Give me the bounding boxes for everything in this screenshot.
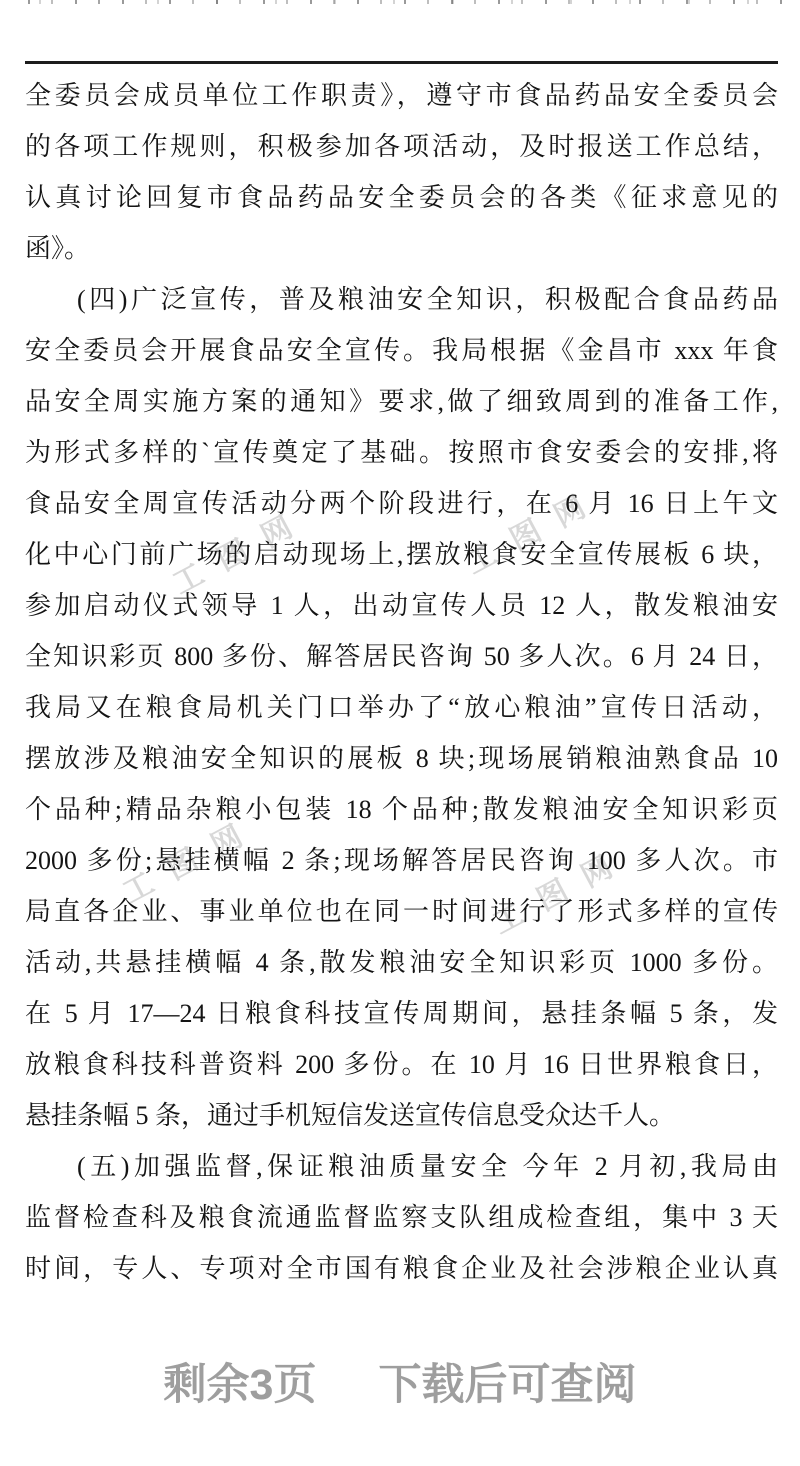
text-line: 安全委员会开展食品安全宣传。我局根据《金昌市 xxx 年食: [25, 336, 778, 365]
clipped-previous-line: [28, 0, 792, 4]
watermark-text: 工图网: [487, 841, 636, 941]
watermark-text: 工图网: [460, 481, 609, 581]
text-line: 全委员会成员单位工作职责》，遵守市食品药品安全委员会: [25, 81, 778, 110]
watermark-text: 工图网: [167, 501, 316, 601]
text-line: 2000 多份;悬挂横幅 2 条;现场解答居民咨询 100 多人次。市: [25, 846, 778, 875]
document-body: [25, 70, 778, 1294]
text-line: 时间，专人、专项对全市国有粮食企业及社会涉粮企业认真: [25, 1254, 778, 1283]
text-line: 函》。: [25, 234, 91, 263]
text-line: 的各项工作规则，积极参加各项活动，及时报送工作总结，: [25, 132, 778, 161]
watermark-text: 工图网: [117, 810, 266, 910]
text-line: 悬挂条幅 5 条，通过手机短信发送宣传信息受众达千人。: [25, 1101, 676, 1130]
text-line: 化中心门前广场的启动现场上,摆放粮食安全宣传展板 6 块，: [25, 540, 778, 569]
text-line: 监督检查科及粮食流通监督监察支队组成检查组，集中 3 天: [25, 1203, 778, 1232]
pages-remaining-banner[interactable]: [0, 1360, 800, 1410]
text-line: (四)广泛宣传，普及粮油安全知识，积极配合食品药品: [77, 285, 778, 314]
text-line: 食品安全周宣传活动分两个阶段进行，在 6 月 16 日上午文: [25, 489, 778, 518]
text-line: 我局又在粮食局机关门口举办了“放心粮油”宣传日活动，: [25, 693, 778, 722]
text-line: 为形式多样的`宣传奠定了基础。按照市食安委会的安排,将: [25, 438, 778, 467]
text-line: 在 5 月 17—24 日粮食科技宣传周期间，悬挂条幅 5 条，发: [25, 999, 778, 1028]
text-line: (五)加强监督,保证粮油质量安全 今年 2 月初,我局由: [77, 1152, 778, 1181]
text-line: 局直各企业、事业单位也在同一时间进行了形式多样的宣传: [25, 897, 778, 926]
text-line: 个品种;精品杂粮小包装 18 个品种;散发粮油安全知识彩页: [25, 795, 778, 824]
text-line: 放粮食科技科普资料 200 多份。在 10 月 16 日世界粮食日，: [25, 1050, 778, 1079]
text-line: 品安全周实施方案的通知》要求,做了细致周到的准备工作,: [25, 387, 778, 416]
text-line: 活动,共悬挂横幅 4 条,散发粮油安全知识彩页 1000 多份。: [25, 948, 778, 977]
header-rule: [25, 61, 778, 64]
text-line: 全知识彩页 800 多份、解答居民咨询 50 多人次。6 月 24 日，: [25, 642, 778, 671]
text-line: 认真讨论回复市食品药品安全委员会的各类《征求意见的: [25, 183, 778, 212]
remaining-pages-label: 剩余3页: [163, 1361, 317, 1409]
download-hint-label: 下载后可查阅: [378, 1361, 637, 1409]
text-line: 参加启动仪式领导 1 人，出动宣传人员 12 人，散发粮油安: [25, 591, 778, 620]
text-line: 摆放涉及粮油安全知识的展板 8 块;现场展销粮油熟食品 10: [25, 744, 778, 773]
